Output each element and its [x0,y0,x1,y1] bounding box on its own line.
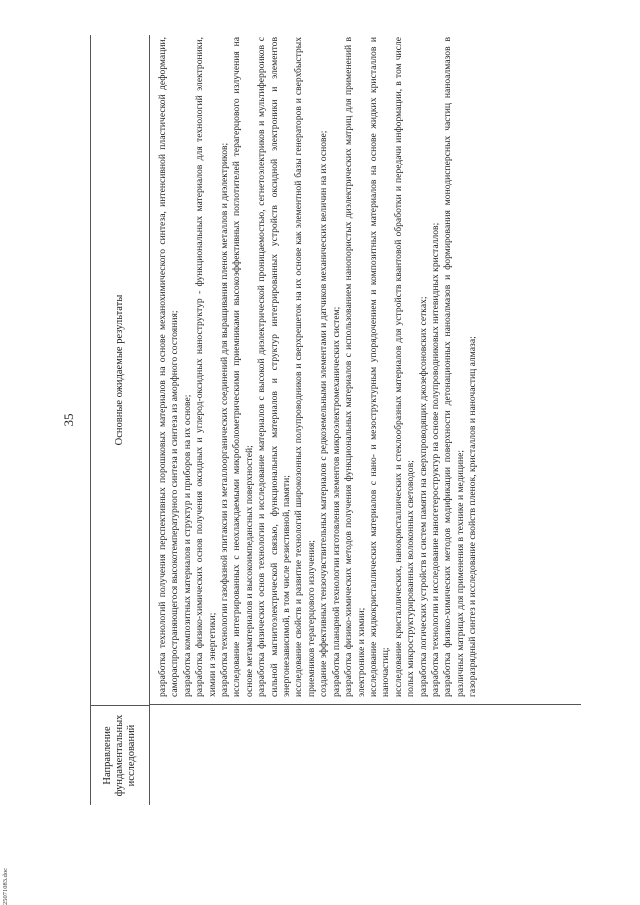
list-item: исследование кристаллических, нанокристаллических и стеклообразных материалов для устройств квантовой обработки и передачи информации, в том числе полых микроструктурированных волоконных световодов; [392,37,417,697]
list-item: разработка физических основ технологии и исследование материалов с высокой диэлектрической проницаемостью, сегнетоэлектриков и мультиферроиков с сильной магнитоэлектрической связью, функциональных материалов и структур интегрированных устройств оксидной электроники и элементов энергонезависимой, в том числе резистивной, памяти; [256,37,293,697]
list-item: разработка физико-химических основ получения оксидных и углерод-оксидных наноструктур - функциональных материалов для технологий электроники, химии и энергетики; [194,37,218,697]
list-item: разработка физико-химических методов модификации поверхности детонационных наноалмазов и формирования монодисперсных частиц наноалмазов в различных матрицах для применения в технике и медицине; [442,37,466,697]
list-item: газоразрядный синтез и исследование свойств пленок, кристаллов и наночастиц алмаза; [467,336,479,697]
list-item: исследование свойств и развитие технологий широкозонных полупроводников и сверхрешеток на их основе как элементной базы генераторов и сверхбыстрых приемников терагерцового излучения; [293,37,317,697]
list-item: исследование жидкокристаллических материалов с нано- и мезоструктурным упорядочением и композитных материалов на основе жидких кристаллов и наночастиц; [367,37,392,697]
page-number: 35 [61,413,76,427]
list-item: разработка планарной технологии изготовления элементов микроэлектромеханических систем; [330,306,342,697]
expected-results-list [157,37,480,697]
list-item: разработка физико-химических методов получения функциональных материалов с использованием нанопористых диэлектрических матриц для применений в электронике и химии; [343,37,367,697]
list-item: разработка логических устройств и систем памяти на сверхпроводящих джозефсоновских сетках; [417,296,429,697]
list-item: разработка технологии газофазной эпитаксии из металлоорганических соединений для выращивания пленок металлов и диэлектриков; [219,142,231,697]
list-item: разработка композитных материалов и структур и приборов на их основе; [181,394,193,697]
column-header-results: Основные ожидаемые результаты [114,294,125,446]
list-item: разработка технологии и исследование наногетероструктур на основе полупроводниковых нитевидных кристаллов; [429,222,441,697]
document-code: 25071083.doc [2,867,9,905]
results-table [90,35,581,805]
list-item: создание эффективных тензочувствительных материалов с редкоземельными элементами и датчиков механических величин на их основе; [318,130,330,697]
column-divider [149,704,581,705]
rotated-page [60,35,580,805]
column-header-direction: Направление фундаментальных исследований [91,705,149,805]
list-item: разработка технологий получения перспективных порошковых материалов на основе механохимического синтеза, интенсивной пластической деформации, самораспространяющегося высокотемпературного синтеза и синтеза из аморфного состояния; [157,37,181,697]
header-rule [149,35,150,805]
list-item: исследование интегрированных с неохлаждаемыми микроболометрическими приемниками высокоэффективных поглотителей терагерцового излучения на основе метаматериалов и высокоимпедансных поверхностей; [231,37,255,697]
